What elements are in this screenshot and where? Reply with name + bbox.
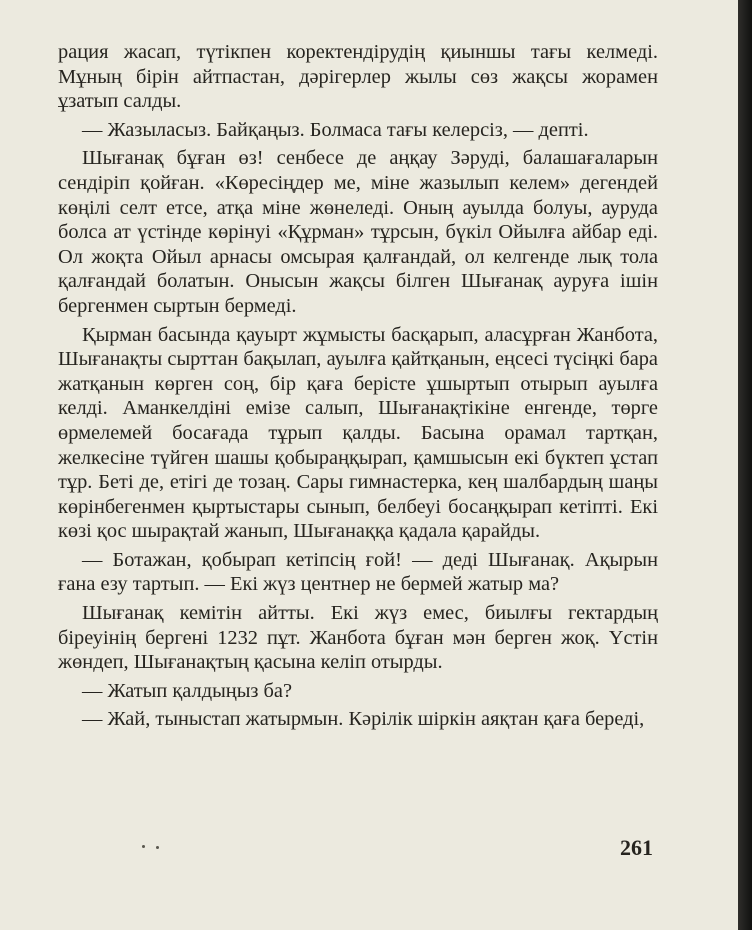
paragraph: Шығанақ кемітін айтты. Екі жүз емес, биылғы гектардың біреуінің бергені 1232 пұт. Жанбота бұған мән берген жоқ. Үстін жөндеп, Шығанақтың қасына келіп отырды. — [58, 602, 658, 674]
page-number: 261 — [620, 835, 653, 860]
body-text — [58, 40, 658, 736]
paragraph: — Ботажан, қобырап кетіпсің ғой! — деді Шығанақ. Ақырын ғана езу тартып. — Екі жүз центнер не бермей жатыр ма? — [58, 548, 658, 596]
paragraph: — Жатып қалдыңыз ба? — [82, 679, 293, 702]
paragraph: рация жасап, түтікпен коректендірудің қиыншы тағы келмеді. Мұның бірін айтпастан, дәрігерлер жылы сөз жақсы жорамен ұзатып салды. — [58, 41, 658, 113]
page-edge-shadow — [738, 0, 752, 930]
paragraph: Қырман басында қауырт жұмысты басқарып, аласұрған Жанбота, Шығанақты сырттан бақылап, ауылға қайтқанын, еңсесі түсіңкі бара жатқанын көрген соң, бір қаға берісте ұшыртып отырып ауылға келді. Аманкелдіні емізе салып, Шығанақтікіне енгенде, төрге өрмелемей босағада тұрып қалды. Басына орамал тартқан, желкесіне түйген шашы қобыраңқырап, қамшысын екі бүктеп ұстап тұр. Беті де, етігі де тозаң. Сары гимнастерка, кең шалбардың шаңы көрінбегенмен қыртыстары сынып, белбеуі босаңқырап кетіпті. Екі көзі қос шырақтай жанып, Шығанаққа қадала қарайды. — [58, 323, 658, 543]
paragraph: — Жай, тыныстап жатырмын. Кәрілік шіркін аяқтан қаға береді, — [82, 708, 645, 731]
paragraph: Шығанақ бұған өз! сенбесе де аңқау Зәруді, балашағаларын сендіріп қойған. «Көресіңдер ме, міне жазылып келем» дегендей көңілі селт етсе, атқа міне жөнеледі. Оның ауылда болуы, ауруда болса ат үстінде көрінуі «Құрман» тұрсын, бүкіл Ойылға айбар еді. Ол жоқта Ойыл арнасы омсырая қалғандай, ол келгенде лық тола қалғандай болатын. Онысын жақсы білген Шығанақ ауруға ішін бергенмен сыртын бермеді. — [58, 147, 658, 317]
print-speck — [142, 842, 166, 852]
paragraph: — Жазыласыз. Байқаңыз. Болмаса тағы келерсіз, — депті. — [82, 118, 589, 141]
